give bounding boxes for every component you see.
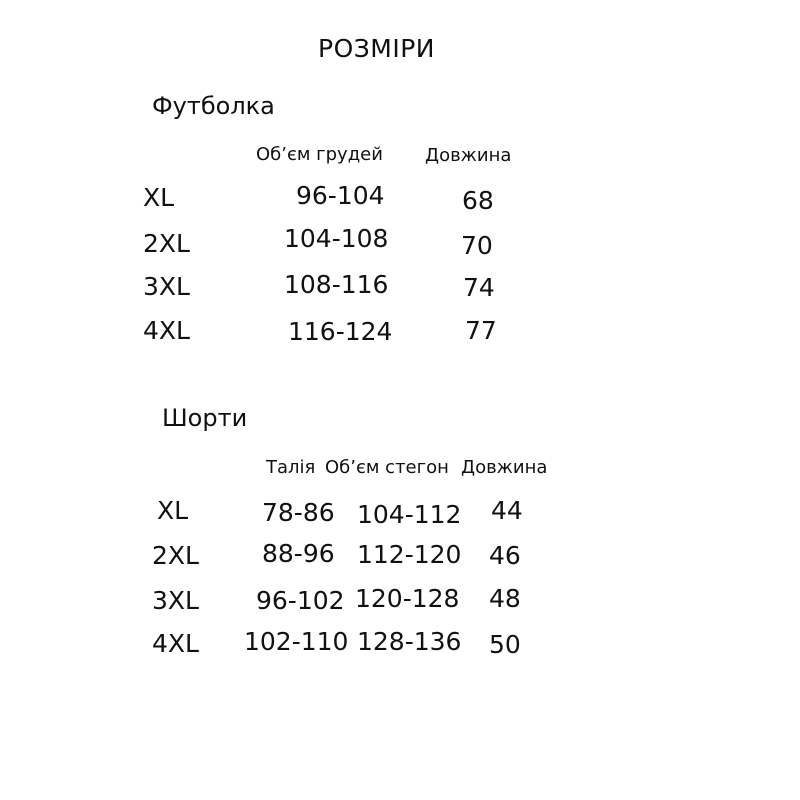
shorts-waist: 88-96 <box>262 539 335 568</box>
shorts-col-hips: Об’єм стегон <box>325 457 449 478</box>
shorts-waist: 78-86 <box>262 498 335 527</box>
shorts-length: 50 <box>489 630 521 659</box>
shorts-waist: 96-102 <box>256 586 345 615</box>
tshirt-size: 4XL <box>143 316 190 345</box>
shorts-length: 44 <box>491 496 523 525</box>
tshirt-col-chest: Об’єм грудей <box>256 144 383 165</box>
tshirt-chest: 108-116 <box>284 270 389 299</box>
shorts-length: 48 <box>489 584 521 613</box>
tshirt-length: 70 <box>461 231 493 260</box>
shorts-size: XL <box>157 496 189 525</box>
shorts-hips: 120-128 <box>355 584 460 613</box>
page-title: РОЗМІРИ <box>318 34 436 63</box>
shorts-heading: Шорти <box>162 404 248 432</box>
tshirt-size: 3XL <box>143 272 190 301</box>
tshirt-length: 77 <box>465 316 497 345</box>
tshirt-length: 68 <box>462 186 494 215</box>
shorts-hips: 104-112 <box>357 500 462 529</box>
shorts-col-length: Довжина <box>461 457 548 478</box>
shorts-col-waist: Талія <box>266 457 316 478</box>
shorts-length: 46 <box>489 541 521 570</box>
tshirt-chest: 116-124 <box>288 317 393 346</box>
tshirt-col-length: Довжина <box>425 145 512 166</box>
shorts-hips: 112-120 <box>357 540 462 569</box>
shorts-size: 3XL <box>152 586 199 615</box>
shorts-size: 4XL <box>152 629 199 658</box>
tshirt-heading: Футболка <box>152 92 275 120</box>
shorts-size: 2XL <box>152 541 199 570</box>
tshirt-size: 2XL <box>143 229 190 258</box>
tshirt-chest: 104-108 <box>284 224 389 253</box>
shorts-hips: 128-136 <box>357 627 462 656</box>
tshirt-chest: 96-104 <box>296 181 385 210</box>
tshirt-size: XL <box>143 183 175 212</box>
shorts-waist: 102-110 <box>244 627 349 656</box>
tshirt-length: 74 <box>463 273 495 302</box>
